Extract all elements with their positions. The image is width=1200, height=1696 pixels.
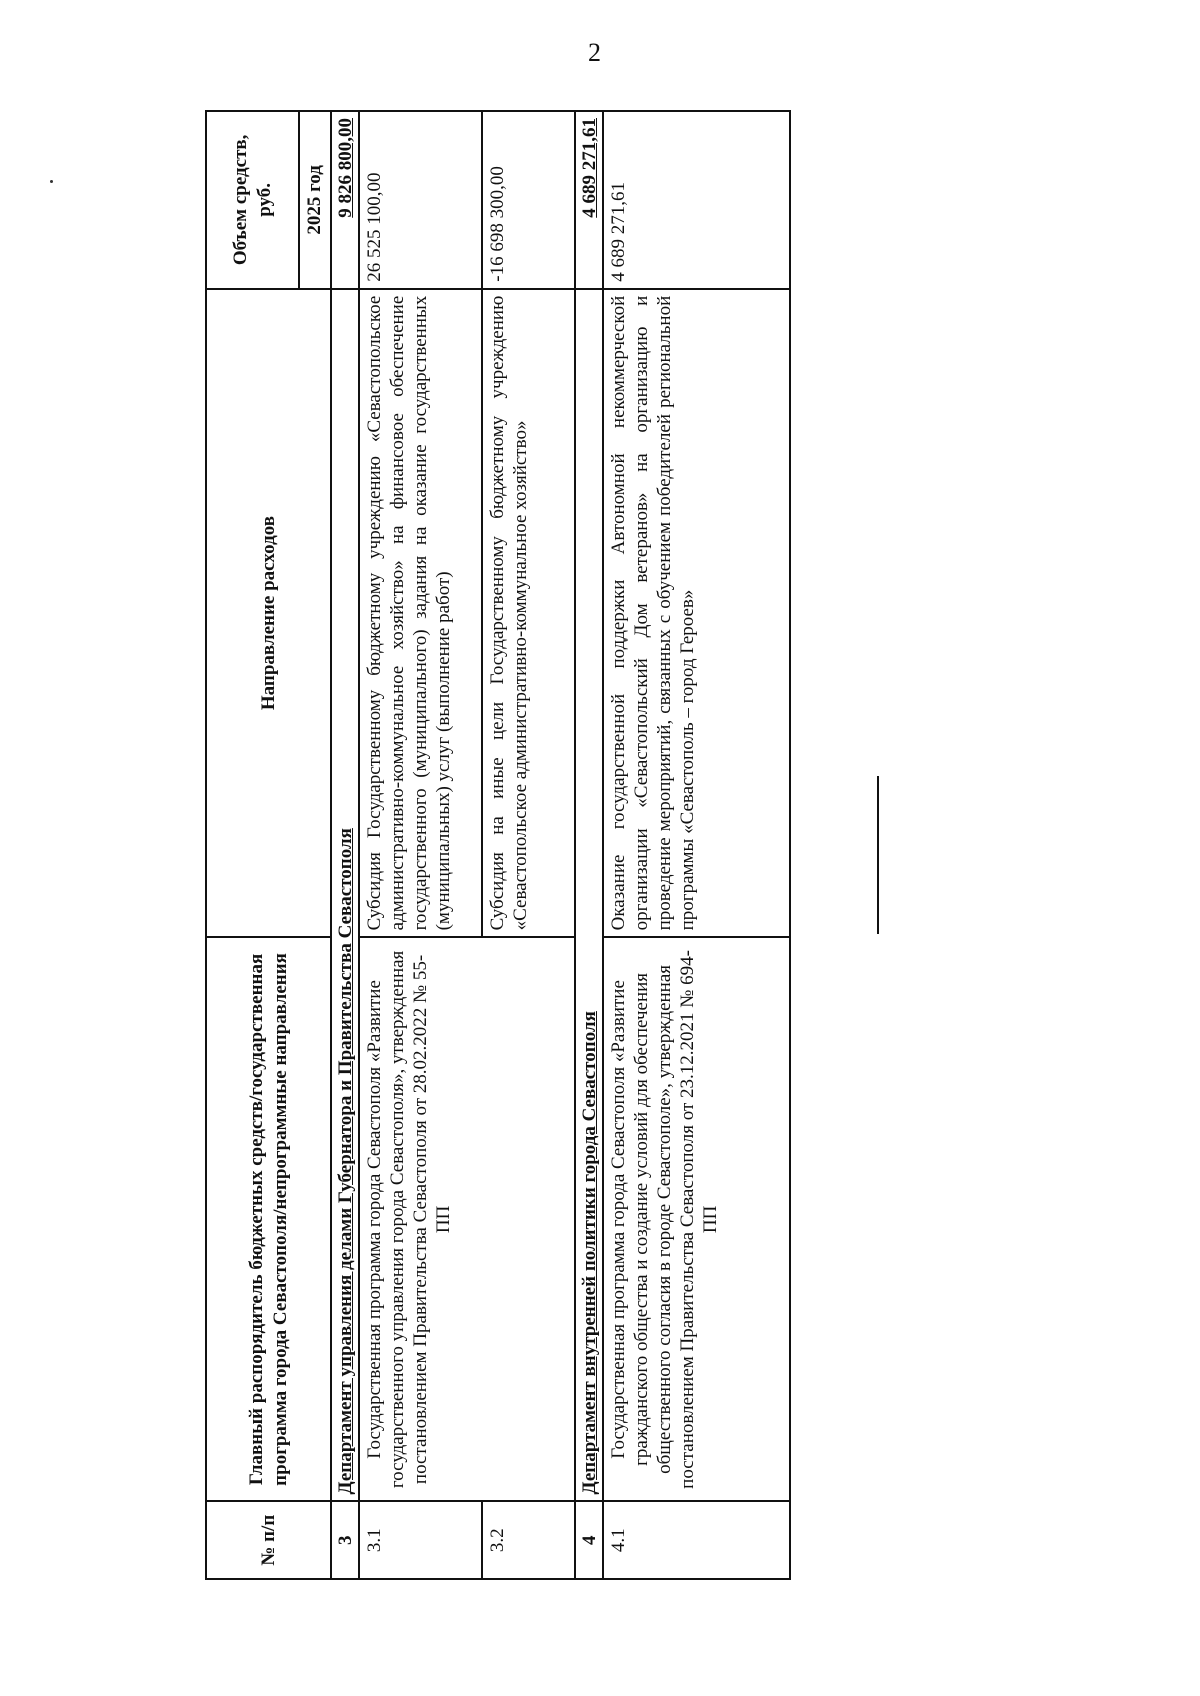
page-number: 2	[588, 38, 601, 67]
closing-rule-line	[877, 776, 879, 934]
section-num: 4	[575, 1501, 603, 1579]
header-amount-group: Объем средств, руб.	[206, 111, 299, 289]
row-amount: 4 689 271,61	[603, 111, 790, 289]
header-distributor: Главный распорядитель бюджетных средств/государственная программа города Севастополя/непрограммные направления	[206, 937, 331, 1501]
scan-speck	[50, 180, 53, 183]
section-row	[331, 111, 359, 1579]
row-amount: 26 525 100,00	[359, 111, 482, 289]
row-direction: Субсидия Государственному бюджетному учреждению «Севастопольское административно-коммунальное хозяйство» на финансовое обеспечение государственного (муниципального) задания на оказание государственных (муниципальных) услуг (выполнение работ)	[359, 289, 482, 938]
section-num: 3	[331, 1501, 359, 1579]
row-distributor: Государственная программа города Севастополя «Развитие государственного управления города Севастополя», утвержденная постановлением Правительства Севастополя от 28.02.2022 № 55-ПП	[359, 937, 575, 1501]
section-total: 9 826 800,00	[331, 111, 359, 289]
header-direction: Направление расходов	[206, 289, 331, 938]
rotated-table-container	[205, 110, 791, 1580]
row-distributor: Государственная программа города Севастополя «Развитие гражданского общества и создание условий для обеспечения общественного согласия в городе Севастополе», утвержденная постановлением Правительства Севастополя от 23.12.2021 № 694-ПП	[603, 937, 790, 1501]
budget-table	[205, 110, 791, 1580]
row-direction: Субсидия на иные цели Государственному бюджетному учреждению «Севастопольское административно-коммунальное хозяйство»	[482, 289, 575, 938]
section-total: 4 689 271,61	[575, 111, 603, 289]
table-row	[359, 111, 482, 1579]
row-num: 3.1	[359, 1501, 482, 1579]
section-title: Департамент внутренней политики города Севастополя	[575, 289, 603, 1502]
header-year: 2025 год	[299, 111, 331, 289]
table-header	[206, 111, 331, 1579]
row-num: 4.1	[603, 1501, 790, 1579]
header-num: № п/п	[206, 1501, 331, 1579]
section-row	[575, 111, 603, 1579]
table-row	[603, 111, 790, 1579]
section-title: Департамент управления делами Губернатора и Правительства Севастополя	[331, 289, 359, 1502]
row-amount: -16 698 300,00	[482, 111, 575, 289]
row-num: 3.2	[482, 1501, 575, 1579]
row-direction: Оказание государственной поддержки Автономной некоммерческой организации «Севастопольский Дом ветеранов» на организацию и проведение мероприятий, связанных с обучением победителей региональной программы «Севастополь – город Героев»	[603, 289, 790, 938]
